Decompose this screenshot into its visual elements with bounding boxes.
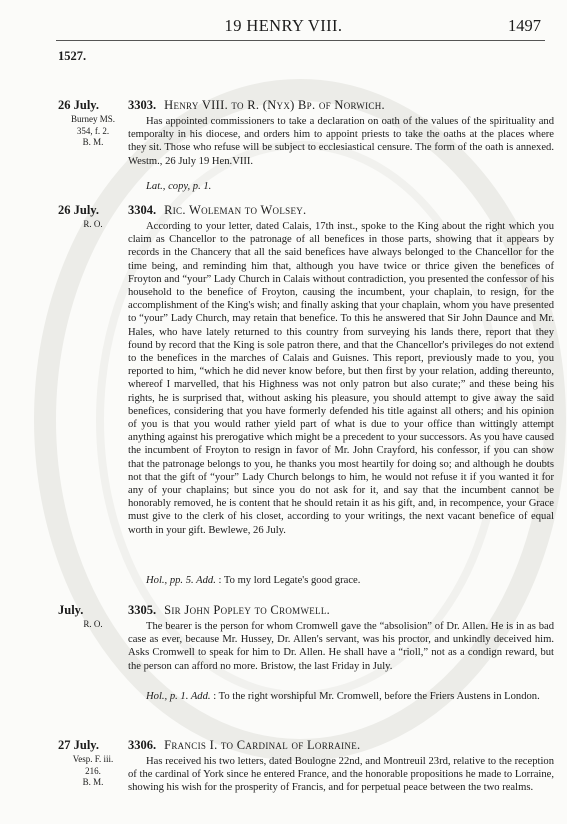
entry-title: Henry VIII. to R. (Nyx) Bp. of Norwich. bbox=[164, 98, 385, 112]
entry-body bbox=[128, 115, 554, 168]
entry-text: According to your letter, dated Calais, 17th inst., spoke to the King about the right which you claim as Chancellor to the patronage of all benefices in those parts, showing that it appears by records in the Chancery that all the said benefices have always belonged to the Chancellor for the time being, and reminding him that, although you have twice or thrice given the benefices of Froyton and “your” Lady Church in Calais without contradiction, you presented the confessor of his household to the benefice of Froyton, causing the incumbent, your chaplain, to resign, for the accomplishment of the King's wish; and finally asking that your chaplain, whom you have presented to “your” Lady Church, may retain that benefice. To this he answered that Sir John Daunce and Mr. Hales, who have lately returned to this country from surveying his lands there, report that they found by record that the King is sole patron there, and that the Chancellor's privileges do not extend to the benefices in the marches of Calais and Guisnes. This report, previously made to you, you reported to him, “which he did never know before, but then first by your relation, adding thereunto, whereof I marvelled, that his Highness was not only patron but also curate;” and these being his rights, he is surprised that, without asking his pleasure, you should attempt to give away the said benefices, considering that you have formerly defended his title against all others; and his opinion of you is that you would rather yield part of what is due to your office than wittingly attempt anything against his prerogative which might be a precedent to your successors. As you have caused the incumbent of Froyton to resign in favor of Mr. John Crayford, his confessor, if you can show that the patronage belongs to you, he thanks you most heartily for doing so; and although he doubts not that the gift of “your” Lady Church belongs to him, he would not refuse it if you wanted it for any of your chaplains; but since you do not ask for it, and say that the incumbent cannot be honorably removed, he is content that he should retain it as his gift, and, in recompence, your Grace must give to the clerk of his closet, according to your writings, the next vacant benefice of equal worth in your gift. Bewlewe, 26 July. bbox=[128, 221, 554, 536]
entry-heading bbox=[128, 603, 330, 618]
entry-number: 3305. bbox=[128, 603, 157, 617]
entry-heading bbox=[128, 98, 385, 113]
page-header bbox=[0, 0, 567, 40]
entry-description-italic: Hol., p. 1. Add. bbox=[146, 691, 211, 702]
year-label: 1527. bbox=[58, 49, 87, 63]
entry-description bbox=[146, 180, 554, 193]
entry-date: 26 July. bbox=[58, 98, 99, 112]
entry-number: 3303. bbox=[128, 98, 157, 112]
entry-title: Francis I. to Cardinal of Lorraine. bbox=[164, 738, 361, 752]
running-title: 19 HENRY VIII. bbox=[224, 16, 343, 35]
entry-body bbox=[128, 755, 554, 795]
entry-heading bbox=[128, 738, 360, 753]
entry-text: The bearer is the person for whom Cromwell gave the “absolision” of Dr. Allen. He is in as bad case as ever, because Mr. Hussey, Dr. Allen's servant, was his proctor, and unkindly deceived him. Asks Cromwell to speak for him to Dr. Allen. He shall have a “rioll,” not as a condign reward, but the person can afford no more. Bristow, the last Friday in July. bbox=[128, 621, 554, 672]
entry-source: R. O. bbox=[83, 619, 103, 629]
entry-number: 3306. bbox=[128, 738, 157, 752]
entry-heading bbox=[128, 203, 306, 218]
header-rule bbox=[56, 40, 545, 41]
entry-text: Has received his two letters, dated Boulogne 22nd, and Montreuil 23rd, relative to the reception of the cardinal of York since he entered France, and the honorable propositions he made to Lorraine, showing his wish for the prosperity of Francis, and for perpetual peace between the two realms. bbox=[128, 756, 554, 794]
entry-description bbox=[146, 574, 554, 587]
page-number: 1497 bbox=[508, 16, 541, 35]
entry-date: July. bbox=[58, 603, 84, 617]
entry-description bbox=[146, 690, 554, 703]
entry-date: 26 July. bbox=[58, 203, 99, 217]
entry-source: R. O. bbox=[83, 219, 103, 229]
entry-title: Sir John Popley to Cromwell. bbox=[164, 603, 331, 617]
entry-source: Burney MS. 354, f. 2. B. M. bbox=[70, 114, 115, 147]
entry-number: 3304. bbox=[128, 203, 157, 217]
entry-title: Ric. Woleman to Wolsey. bbox=[164, 203, 307, 217]
entry-text: Has appointed commissioners to take a declaration on oath of the values of the spirituality and temporalty in his diocese, and orders him to appoint priests to take the oaths at the places where they sit. Those who refuse will be subject to ecclesiastical censure. The form of the oath is annexed. Westm., 26 July 19 Hen.VIII. bbox=[128, 116, 554, 167]
entry-body bbox=[128, 620, 554, 673]
entry-description-text: : To the right worshipful Mr. Cromwell, before the Friers Austens in London. bbox=[210, 691, 540, 702]
entry-description-text: : To my lord Legate's good grace. bbox=[215, 575, 361, 586]
entry-body bbox=[128, 220, 554, 537]
entry-description-italic: Hol., pp. 5. Add. bbox=[146, 575, 216, 586]
entry-description-italic: Lat., copy, p. 1. bbox=[146, 181, 212, 192]
entry-date: 27 July. bbox=[58, 738, 99, 752]
entry-source: Vesp. F. iii. 216. B. M. bbox=[72, 754, 114, 787]
